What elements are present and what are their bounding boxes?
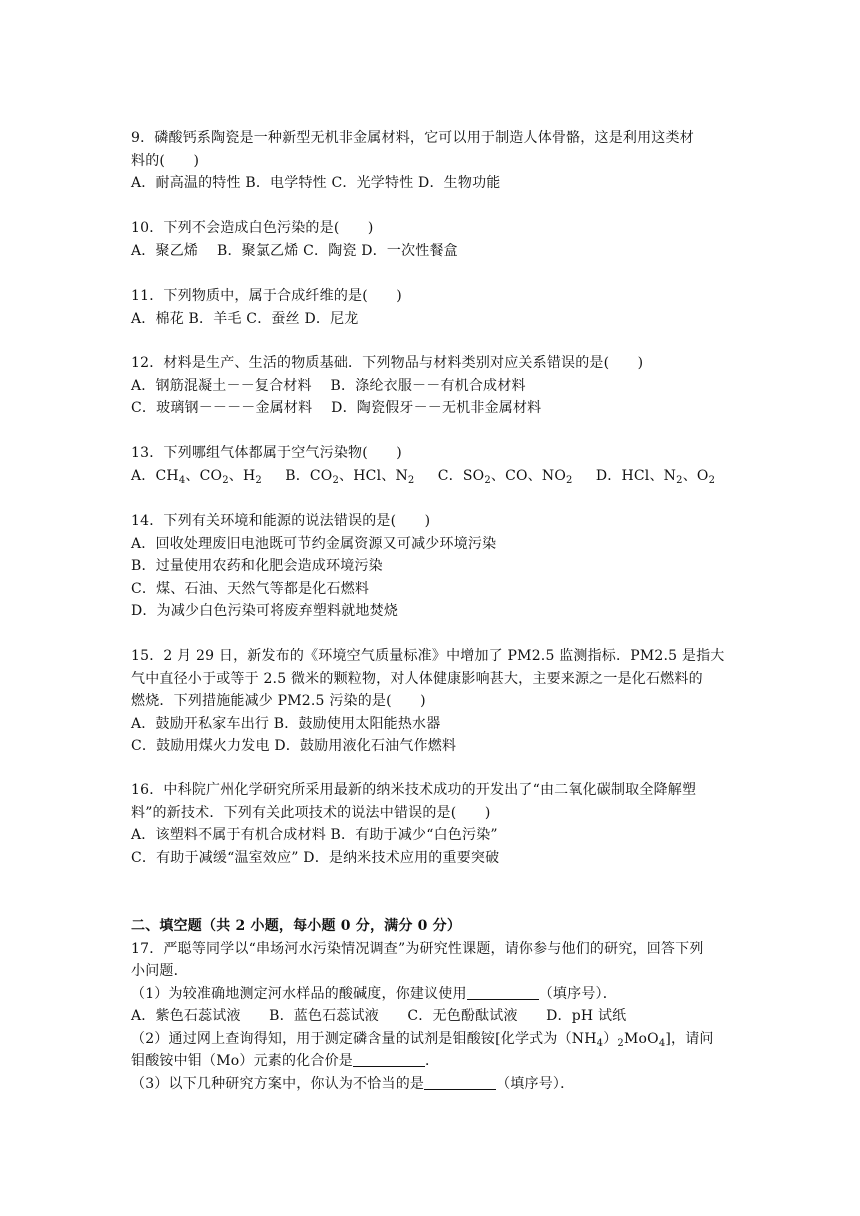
q16-options-cd: C．有助于减缓“温室效应” D．是纳米技术应用的重要突破 — [131, 849, 500, 866]
q17-part-1-options: A．紫色石蕊试液 B．蓝色石蕊试液 C．无色酚酞试液 D．pH 试纸 — [131, 1008, 627, 1024]
q15-line-1: 15．2 月 29 日，新发布的《环境空气质量标准》中增加了 PM2.5 监测指标．PM2.5 是指大 — [131, 648, 725, 664]
q12-options-ab: A．钢筋混凝土－－复合材料 B．涤纶衣服－－有机合成材料 — [131, 377, 526, 394]
section-2-title: 二、填空题（共 2 小题，每小题 0 分，满分 0 分） — [131, 918, 462, 934]
answer-blank-1[interactable] — [467, 985, 539, 1000]
q15-line-3: 燃烧．下列措施能减少 PM2.5 污染的是( ) — [131, 693, 426, 709]
q17-part-2-line-2: 钼酸铵中钼（Mo）元素的化合价是 ． — [131, 1053, 440, 1069]
q16-line-2: 料”的新技术．下列有关此项技术的说法中错误的是( ) — [131, 804, 491, 821]
question-10 — [131, 217, 731, 262]
q13-option-d: D．HCl、$N_2$、$O_2$ — [595, 467, 716, 486]
question-9 — [131, 127, 731, 195]
q16-options-ab: A．该塑料不属于有机合成材料 B．有助于减少“白色污染” — [131, 827, 498, 843]
q17-part-3: （3）以下几种研究方案中，你认为不恰当的是 （填序号）． — [131, 1075, 575, 1092]
question-16 — [131, 779, 731, 869]
q17-line-2: 小问题． — [131, 963, 188, 979]
question-15 — [131, 645, 731, 758]
answer-blank-2[interactable] — [353, 1052, 425, 1067]
q13-stem: 13．下列哪组气体都属于空气污染物( ) — [131, 445, 402, 461]
q10-stem: 10．下列不会造成白色污染的是( ) — [131, 220, 374, 236]
q14-option-c: C．煤、石油、天然气等都是化石燃料 — [131, 580, 370, 597]
q14-option-a: A．回收处理废旧电池既可节约金属资源又可减少环境污染 — [131, 535, 497, 552]
q17-part-1: （1）为较准确地测定河水样品的酸碱度，你建议使用 （填序号）． — [131, 985, 617, 1002]
q9-line-1: 9．磷酸钙系陶瓷是一种新型无机非金属材料，它可以用于制造人体骨骼，这是利用这类材 — [131, 130, 694, 146]
q13-option-b: B．$CO_2$、HCl、$N_2$ — [285, 467, 415, 486]
question-13 — [131, 442, 731, 487]
q16-line-1: 16．中科院广州化学研究所采用最新的纳米技术成功的开发出了“由二氧化碳制取全降解塑 — [131, 782, 697, 798]
question-12 — [131, 352, 731, 420]
q9-line-2: 料的( ) — [131, 152, 200, 169]
q12-stem: 12．材料是生产、生活的物质基础．下列物品与材料类别对应关系错误的是( ) — [131, 355, 644, 371]
q15-line-2: 气中直径小于或等于 2.5 微米的颗粒物，对人体健康影响甚大，主要来源之一是化石燃料的 — [131, 670, 703, 687]
q9-options: A．耐高温的特性 B．电学特性 C．光学特性 D．生物功能 — [131, 175, 501, 191]
q14-option-d: D．为减少白色污染可将废弃塑料就地焚烧 — [131, 603, 399, 619]
q10-options: A．聚乙烯 B．聚氯乙烯 C．陶瓷 D．一次性餐盒 — [131, 242, 458, 259]
q11-options: A．棉花 B．羊毛 C．蚕丝 D．尼龙 — [131, 310, 359, 327]
q11-stem: 11．下列物质中，属于合成纤维的是( ) — [131, 288, 402, 304]
answer-blank-3[interactable] — [424, 1075, 496, 1090]
q13-option-a: A．$CH_4$、$CO_2$、$H_2$ — [131, 467, 262, 486]
q17-part-2: （2）通过网上查询得知，用于测定磷含量的试剂是钼酸铵[化学式为$(NH_4)_2MoO_4$]，请问 — [131, 1030, 714, 1049]
question-14 — [131, 510, 731, 623]
q12-options-cd: C．玻璃钢－－－－金属材料 D．陶瓷假牙－－无机非金属材料 — [131, 400, 542, 416]
q15-options-ab: A．鼓励开私家车出行 B．鼓励使用太阳能热水器 — [131, 715, 441, 732]
question-11 — [131, 285, 731, 330]
q17-line-1: 17．严聪等同学以“串场河水污染情况调查”为研究性课题，请你参与他们的研究，回答下列 — [131, 940, 704, 957]
q15-options-cd: C．鼓励用煤火力发电 D．鼓励用液化石油气作燃料 — [131, 738, 457, 754]
q14-option-b: B．过量使用农药和化肥会造成环境污染 — [131, 558, 383, 574]
q14-stem: 14．下列有关环境和能源的说法错误的是( ) — [131, 513, 431, 529]
section-2 — [131, 915, 731, 1095]
q13-option-c: C．$SO_2$、CO、$NO_2$ — [437, 467, 573, 486]
q13-options — [131, 465, 731, 488]
